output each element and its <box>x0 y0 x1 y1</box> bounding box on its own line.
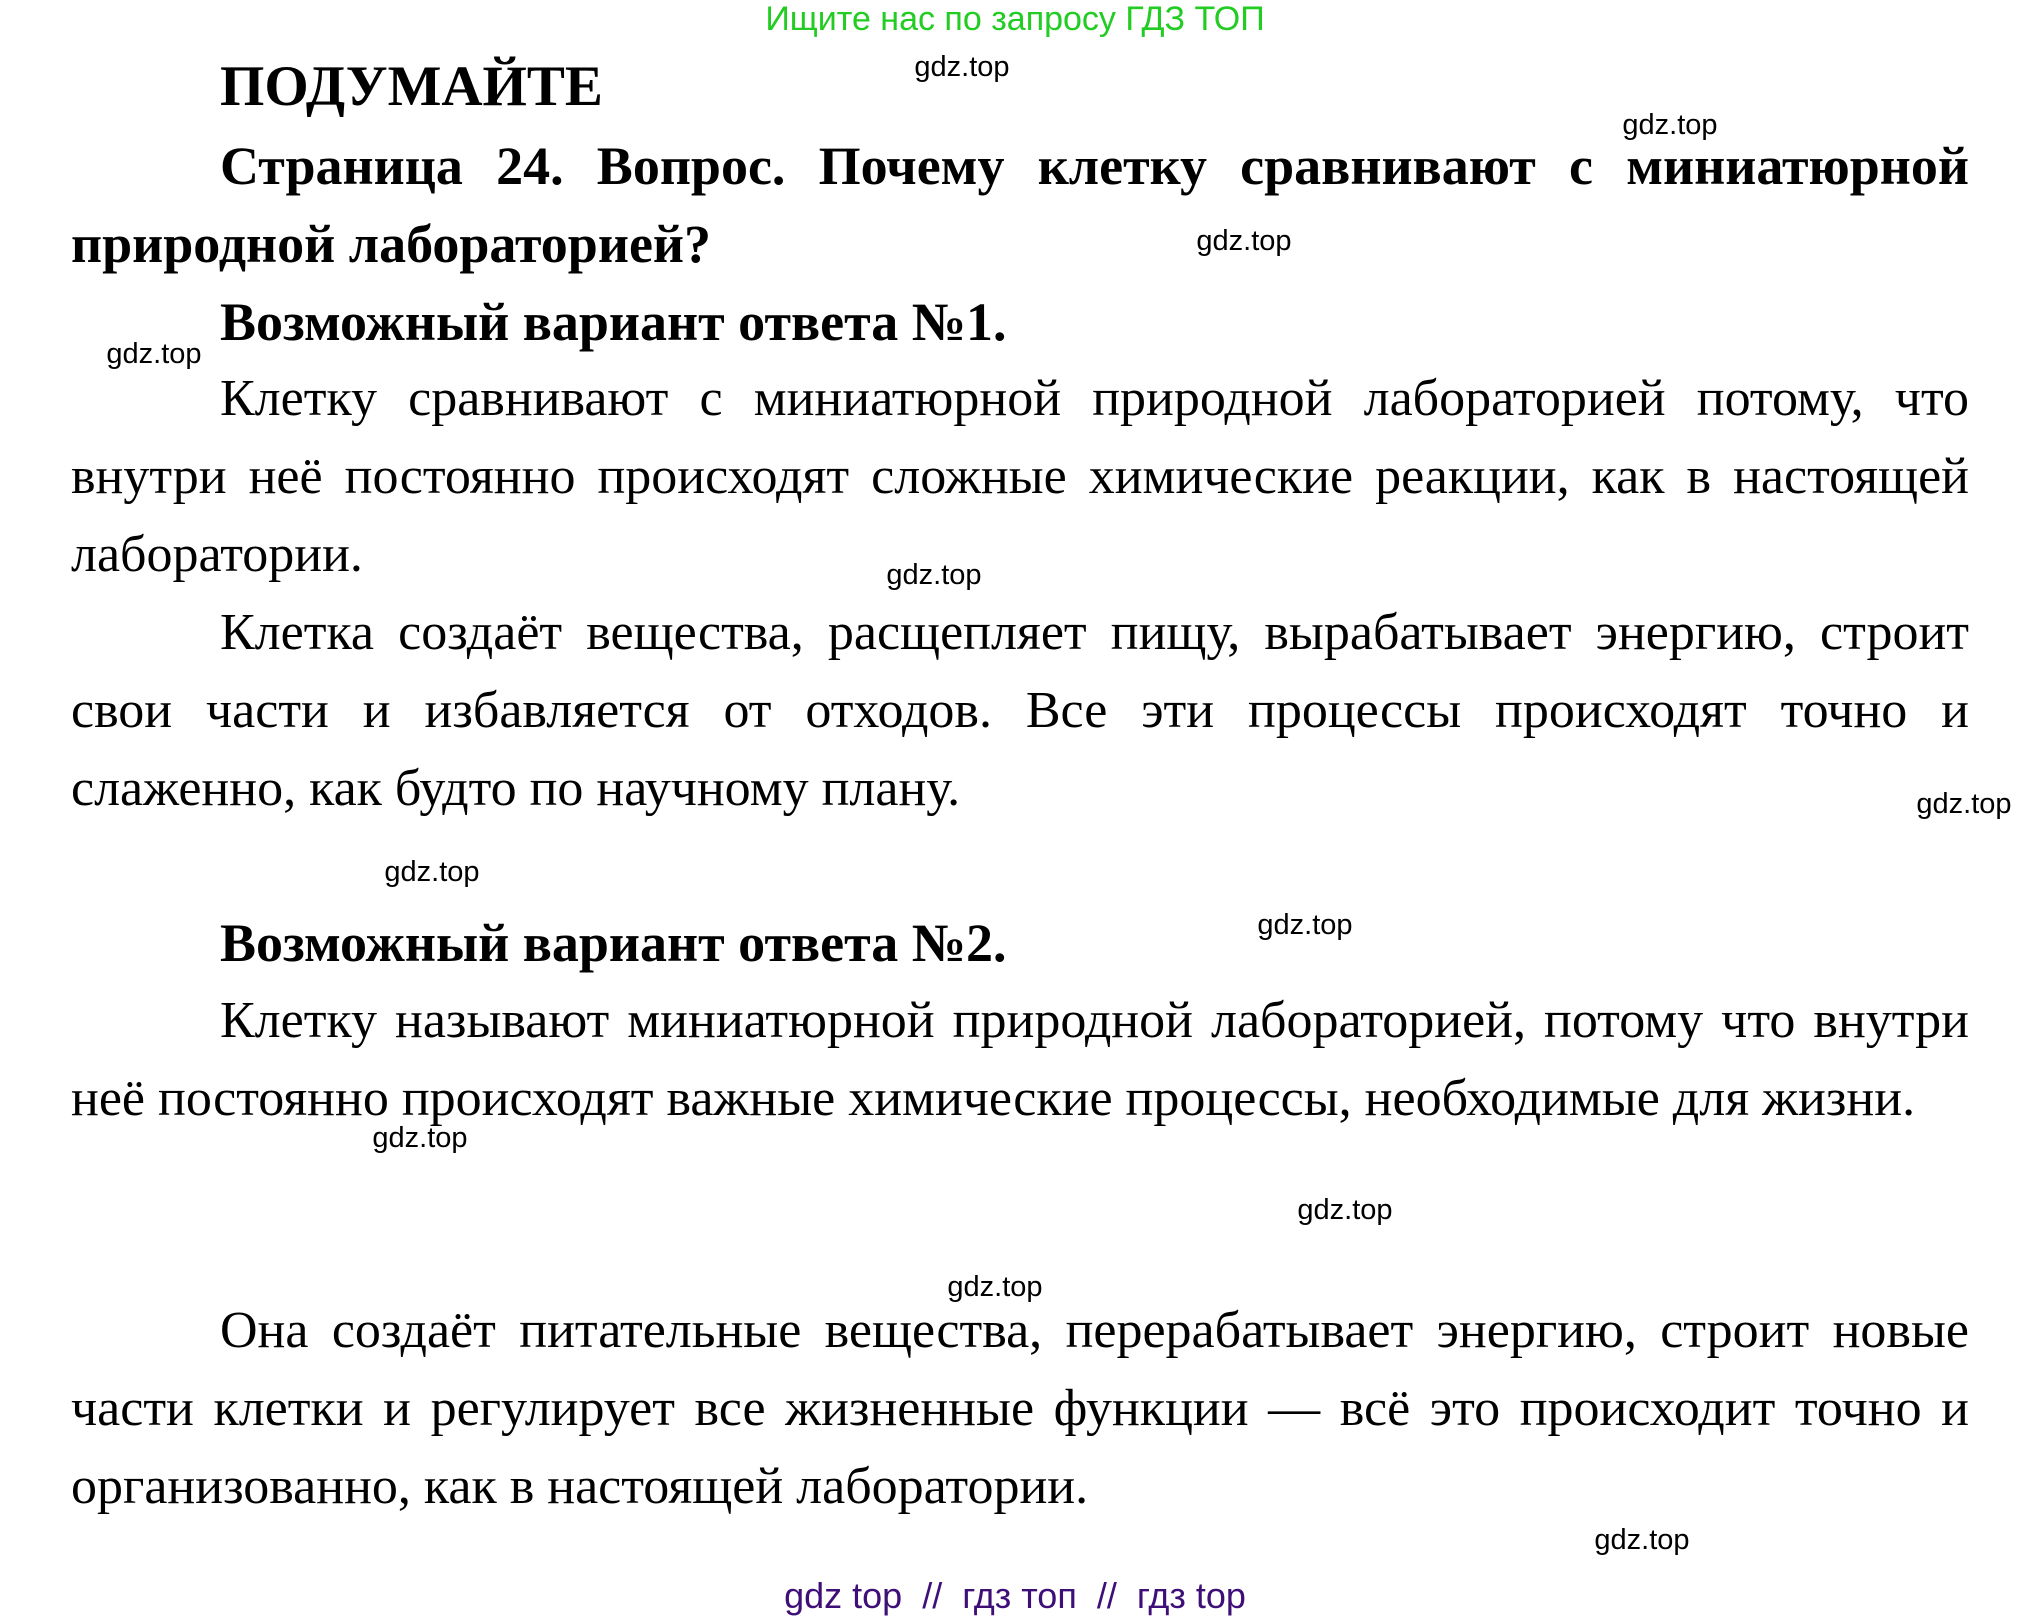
watermark: gdz.top <box>372 1122 468 1154</box>
watermark: gdz.top <box>1622 109 1718 141</box>
answer-1-paragraph-1: Клетку сравнивают с миниатюрной природной лабораторией потому, что внутри неё постоянно происходят сложные химические реакции, как в настоящей лаборатории. <box>71 370 1969 583</box>
footer-watermark: gdz top // гдз топ // гдз top <box>784 1575 1246 1616</box>
answer-1-heading: Возможный вариант ответа №1. <box>220 292 1007 352</box>
watermark: gdz.top <box>106 338 202 370</box>
watermark: gdz.top <box>384 856 480 888</box>
answer-1-paragraph-2: Клетка создаёт вещества, расщепляет пищу, вырабатывает энергию, строит свои части и избавляется от отходов. Все эти процессы происходят точно и слаженно, как будто по научному плану. <box>71 604 1969 817</box>
answer-2-paragraph-1: Клетку называют миниатюрной природной лабораторией, потому что внутри неё постоянно происходят важные химические процессы, необходимые для жизни. <box>71 992 1969 1127</box>
watermark: gdz.top <box>914 51 1010 83</box>
answer-2-paragraph-2: Она создаёт питательные вещества, перерабатывает энергию, строит новые части клетки и регулирует все жизненные функции — всё это происходит точно и организованно, как в настоящей лаборатории. <box>71 1302 1969 1515</box>
watermark: gdz.top <box>1257 909 1353 941</box>
watermark: gdz.top <box>1196 225 1292 257</box>
watermark: gdz.top <box>1916 788 2012 820</box>
answer-2-heading: Возможный вариант ответа №2. <box>220 913 1007 973</box>
watermark: gdz.top <box>886 559 982 591</box>
promo-banner: Ищите нас по запросу ГДЗ ТОП <box>765 0 1265 38</box>
watermark: gdz.top <box>947 1271 1043 1303</box>
watermark: gdz.top <box>1297 1194 1393 1226</box>
watermark: gdz.top <box>1594 1524 1690 1556</box>
question-text: Страница 24. Вопрос. Почему клетку сравнивают с миниатюрной природной лабораторией? <box>71 136 1969 274</box>
page-title: ПОДУМАЙТЕ <box>220 55 603 118</box>
